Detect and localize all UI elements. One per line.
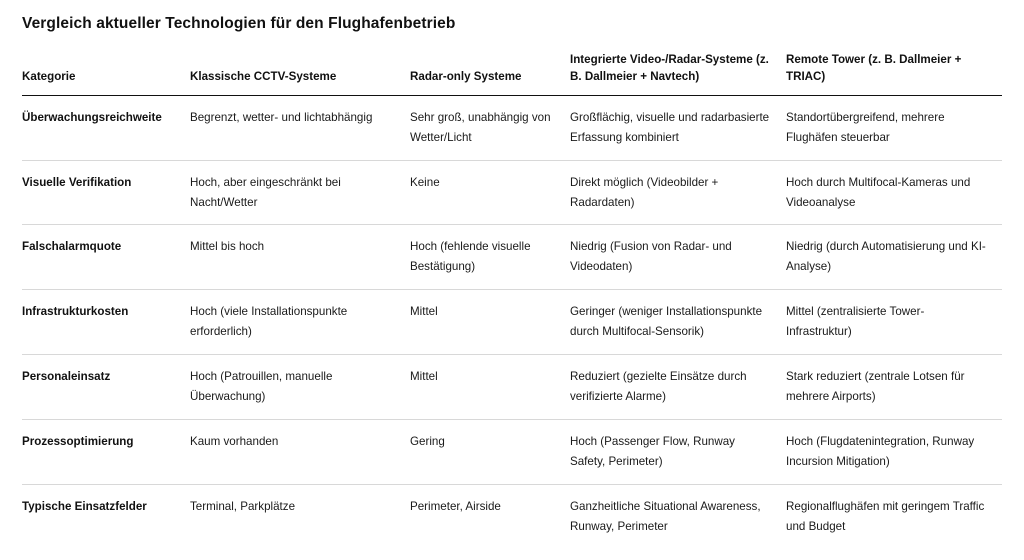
cell-integrated: Ganzheitliche Situational Awareness, Runway, Perimeter [570, 499, 761, 533]
cell-remote: Mittel (zentralisierte Tower-Infrastruktur) [786, 290, 1002, 355]
row-category: Falschalarmquote [22, 225, 190, 290]
table-row [22, 160, 1002, 225]
column-header-radar: Radar-only Systeme [410, 52, 570, 95]
table-row [22, 420, 1002, 485]
cell-integrated: Direkt möglich (Videobilder + Radardaten) [570, 160, 786, 225]
cell-cctv: Kaum vorhanden [190, 420, 410, 485]
row-category: Visuelle Verifikation [22, 160, 190, 225]
cell-integrated: Großflächig, visuelle und radarbasierte Erfassung kombiniert [570, 95, 786, 160]
row-category: Personaleinsatz [22, 355, 190, 420]
row-category: Prozessoptimierung [22, 420, 190, 485]
column-header-integrated: Integrierte Video-/Radar-Systeme (z. B. Dallmeier + Navtech) [570, 52, 786, 95]
cell-cctv: Terminal, Parkplätze [190, 499, 296, 513]
row-category: Infrastrukturkosten [22, 290, 190, 355]
cell-cctv: Hoch (Patrouillen, manuelle Überwachung) [190, 355, 410, 420]
cell-remote: Standortübergreifend, mehrere Flughäfen steuerbar [786, 95, 1002, 160]
cell-remote: Hoch (Flugdatenintegration, Runway Incursion Mitigation) [786, 420, 1002, 485]
cell-remote: Niedrig (durch Automatisierung und KI-Analyse) [786, 225, 1002, 290]
cell-cctv: Hoch, aber eingeschränkt bei Nacht/Wetter [190, 160, 410, 225]
table-header [22, 52, 1002, 95]
table-row [22, 484, 1002, 548]
cell-radar: Gering [410, 420, 570, 485]
column-header-remote-tower: Remote Tower (z. B. Dallmeier + TRIAC) [786, 52, 1002, 95]
cell-radar: Mittel [410, 355, 570, 420]
cell-remote: Stark reduziert (zentrale Lotsen für mehrere Airports) [786, 355, 1002, 420]
table-row [22, 225, 1002, 290]
cell-cctv: Mittel bis hoch [190, 225, 410, 290]
column-header-cctv: Klassische CCTV-Systeme [190, 52, 410, 95]
row-category: Überwachungsreichweite [22, 95, 190, 160]
cell-remote: Regionalflughäfen mit geringem Traffic und Budget [786, 499, 985, 533]
row-category: Typische Einsatzfelder [22, 499, 147, 513]
cell-integrated: Geringer (weniger Installationspunkte durch Multifocal-Sensorik) [570, 290, 786, 355]
cell-integrated: Hoch (Passenger Flow, Runway Safety, Perimeter) [570, 420, 786, 485]
cell-radar: Mittel [410, 290, 570, 355]
table-body [22, 95, 1002, 549]
cell-radar: Perimeter, Airside [410, 499, 501, 513]
cell-integrated: Niedrig (Fusion von Radar- und Videodaten) [570, 225, 786, 290]
cell-radar: Hoch (fehlende visuelle Bestätigung) [410, 225, 570, 290]
table-row [22, 290, 1002, 355]
technology-comparison-table [22, 52, 1002, 549]
column-header-kategorie: Kategorie [22, 52, 190, 95]
page-title: Vergleich aktueller Technologien für den Flughafenbetrieb [22, 15, 456, 32]
table-row [22, 355, 1002, 420]
cell-integrated: Reduziert (gezielte Einsätze durch verifizierte Alarme) [570, 355, 786, 420]
cell-cctv: Hoch (viele Installationspunkte erforderlich) [190, 290, 410, 355]
cell-cctv: Begrenzt, wetter- und lichtabhängig [190, 95, 410, 160]
table-row [22, 95, 1002, 160]
cell-remote: Hoch durch Multifocal-Kameras und Videoanalyse [786, 160, 1002, 225]
cell-radar: Sehr groß, unabhängig von Wetter/Licht [410, 95, 570, 160]
table-header-row [22, 52, 1002, 95]
cell-radar: Keine [410, 160, 570, 225]
